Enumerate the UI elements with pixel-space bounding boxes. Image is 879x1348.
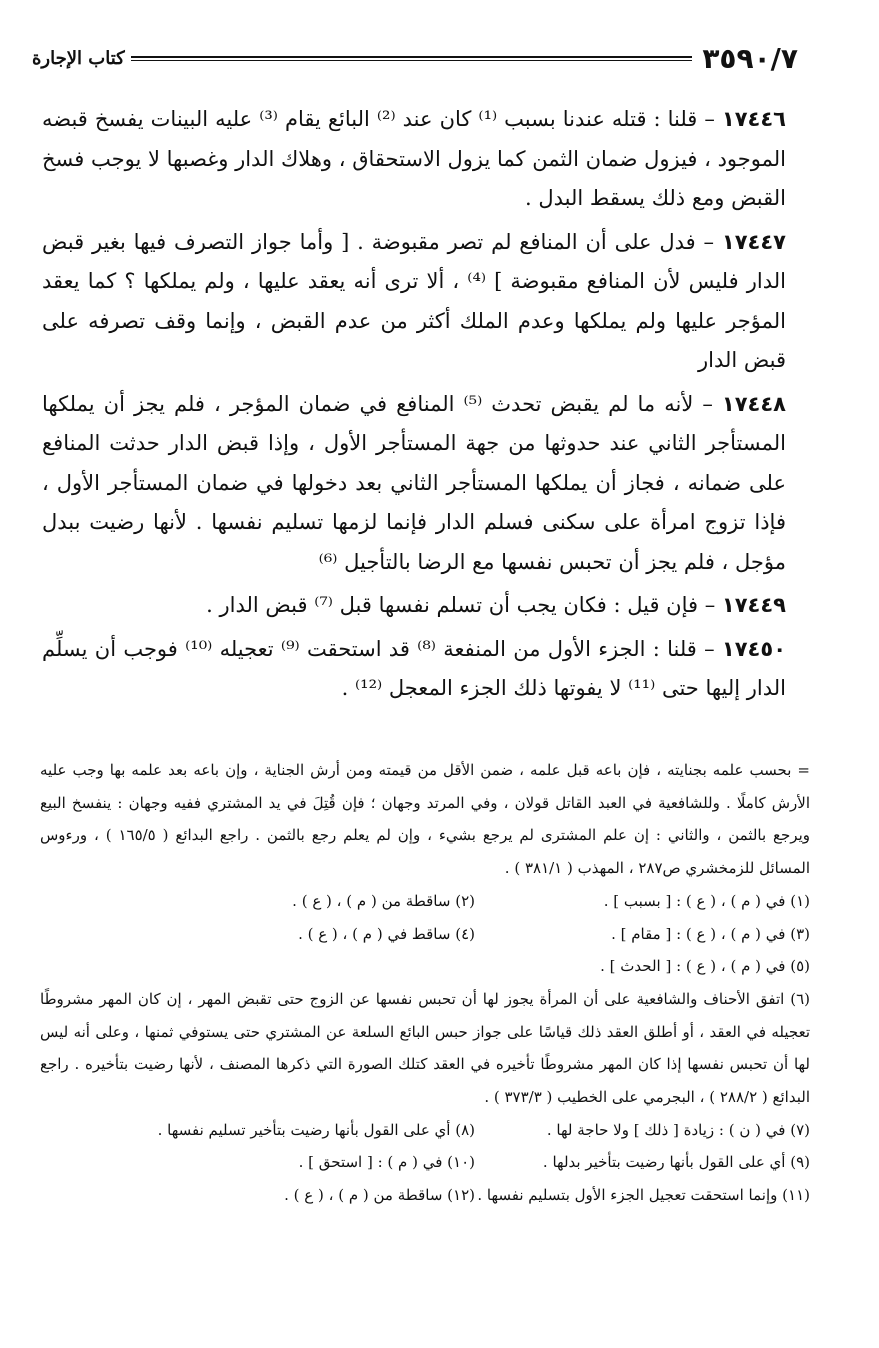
- footnote-4: (٤) ساقط في ( م ) ، ( ع ) .: [298, 924, 475, 943]
- footnote-6: (٦) اتفق الأحناف والشافعية على أن المرأة يجوز لها أن تحبس نفسها عن الزوج حتى تقبض المهر ، إن كان المهر مشروطًا تعجيله في العقد ، أو أطلق العقد ذلك قياسًا على جواز حبس البائع السلعة عن المشتري حتى يستوفي ثمنها ، وعلى أنه ليس لها أن تحبس نفسها إذا كان المهر مشروطًا تأخيره في العقد كتلك الصورة التي ذكرها المصنف ، لأنها رضيت بتأخيره . راجع البدائع ( ٢٨٨/٢ ) ، البجرمي على الخطيب ( ٣٧٣/٣ ) .: [40, 989, 810, 1107]
- paragraph-17446: [42, 100, 786, 219]
- paragraph-text: – قلنا : قتله عندنا بسبب ⁽¹⁾ كان عند ⁽²⁾ البائع يقام ⁽³⁾ عليه البينات يفسخ قبضه الموجود ، فيزول ضمان الثمن كما يزول الاستحقاق ، وهلاك الدار وغصبها لا يوجب فسخ القبض ومع ذلك يسقط البدل .: [42, 107, 786, 210]
- footnote-12: (١٢) ساقطة من ( م ) ، ( ع ) .: [284, 1186, 475, 1205]
- footnote-3: (٣) في ( م ) ، ( ع ) : [ مقام ] .: [611, 924, 810, 943]
- paragraph-number: ١٧٤٤٦: [721, 107, 786, 131]
- paragraph-text: – فدل على أن المنافع لم تصر مقبوضة . [ وأما جواز التصرف فيها بغير قبض الدار فليس لأن المنافع مقبوضة ] ⁽⁴⁾ ، ألا ترى أنه يعقد عليها ، ولم يملكها ؟ كما يعقد المؤجر عليها ولم يملكها وعدم الملك أكثر من عدم القبض ، وإنما وقف تصرفه على قبض الدار: [42, 229, 787, 372]
- footnote-continuation: = بحسب علمه بجنايته ، فإن باعه قبل علمه ، ضمن الأقل من قيمته ومن أرش الجناية ، وإن باعه بعد علمه بها وجب عليه الأرش كاملًا . وللشافعية في العبد القاتل قولان ، وفي المرتد وجهان ؛ فإن قُتِلَ في يد المشتري ففيه وجهان : ينفسخ البيع ويرجع بالثمن ، والثاني : إن علم المشترى لم يرجع بشيء ، وإن لم يعلم رجع بالثمن . راجع البدائع ( ١٦٥/٥ ) ، ورءوس المسائل للزمخشري ص٢٨٧ ، المهذب ( ٣٨١/١ ) .: [40, 761, 810, 878]
- paragraph-number: ١٧٤٤٧: [721, 229, 786, 254]
- footnote-row: [40, 1146, 810, 1179]
- header-rule: [131, 56, 693, 61]
- paragraph-text: – لأنه ما لم يقبض تحدث ⁽⁵⁾ المنافع في ضمان المؤجر ، فلم يجز أن يملكها المستأجر الثاني عند حدوثها من جهة المستأجر الأول ، وإذا قبض الدار حدثت المنافع على ضمانه ، فجاز أن يملكها المستأجر الثاني بعد دخولها في ضمان المستأجر الأول ، فإذا تزوج امرأة على سكنى فسلم الدار فإنما لزمها تسليم نفسها . لأنها رضيت ببدل مؤجل ، فلم يجز أن تحبس نفسها مع الرضا بالتأجيل ⁽⁶⁾: [42, 391, 786, 574]
- paragraph-number: ١٧٤٥٠: [721, 636, 787, 661]
- paragraph-text: – فإن قيل : فكان يجب أن تسلم نفسها قبل ⁽⁷⁾ قبض الدار .: [206, 593, 722, 617]
- footnote-row: [40, 885, 810, 918]
- footnote-7: (٧) في ( ن ) : زيادة [ ذلك ] ولا حاجة لها .: [546, 1120, 810, 1139]
- paragraph-17447: [42, 223, 786, 381]
- footnote-10: (١٠) في ( م ) : [ استحق ] .: [298, 1153, 475, 1172]
- footnote-11: (١١) وإنما استحقت تعجيل الجزء الأول بتسليم نفسها .: [477, 1186, 810, 1205]
- footnotes: [40, 754, 810, 1212]
- footnote-2: (٢) ساقطة من ( م ) ، ( ع ) .: [292, 891, 475, 910]
- main-text: [42, 100, 786, 713]
- footnote-row: [40, 918, 810, 951]
- running-header: [32, 38, 798, 78]
- book-title: كتاب الإجارة: [32, 47, 125, 69]
- paragraph-17448: [42, 385, 786, 583]
- footnote-8: (٨) أي على القول بأنها رضيت بتأخير تسليم نفسها .: [157, 1120, 475, 1139]
- footnote-row: [40, 1114, 810, 1147]
- paragraph-number: ١٧٤٤٨: [721, 391, 786, 416]
- footnote-9: (٩) أي على القول بأنها رضيت بتأخير بدلها .: [542, 1153, 810, 1172]
- footnote-5: (٥) في ( م ) ، ( ع ) : [ الحدث ] .: [600, 957, 810, 976]
- paragraph-17449: [42, 586, 786, 626]
- paragraph-number: ١٧٤٤٩: [721, 593, 786, 617]
- paragraph-text: – قلنا : الجزء الأول من المنفعة ⁽⁸⁾ قد استحقت ⁽⁹⁾ تعجيله ⁽¹⁰⁾ فوجب أن يسلِّم الدار إليها حتى ⁽¹¹⁾ لا يفوتها ذلك الجزء المعجل ⁽¹²⁾ .: [42, 636, 786, 700]
- page-number: ٣٥٩٠/٧: [702, 41, 798, 75]
- paragraph-17450: [42, 630, 786, 709]
- footnote-row: [40, 950, 810, 983]
- footnote-1: (١) في ( م ) ، ( ع ) : [ بسبب ] .: [603, 891, 810, 910]
- footnote-row: [40, 1179, 810, 1212]
